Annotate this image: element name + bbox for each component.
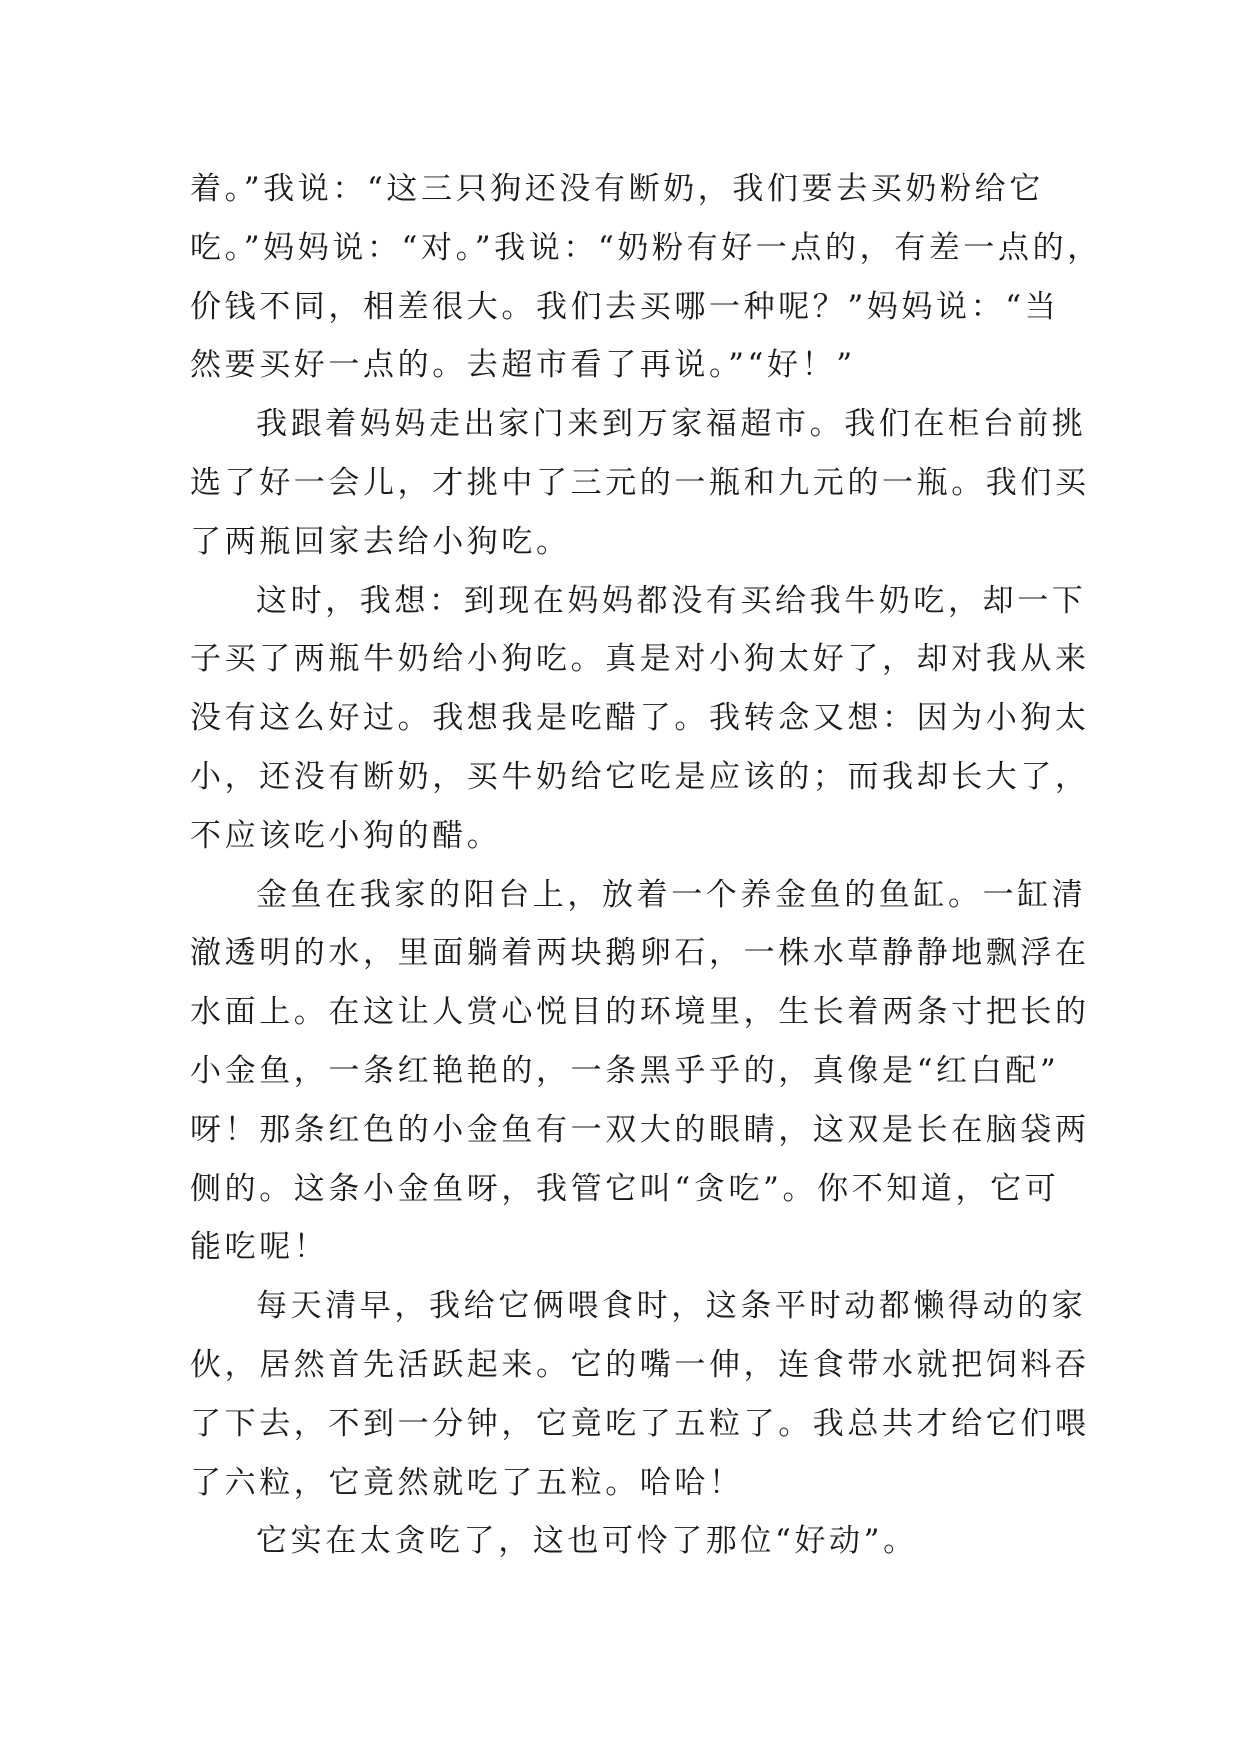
text-line: 澈透明的水，里面躺着两块鹅卵石，一株水草静静地飘浮在 (190, 935, 1090, 972)
text-line: 能吃呢！ (190, 1229, 329, 1266)
text-line: 小金鱼，一条红艳艳的，一条黑乎乎的，真像是“红白配” (190, 1052, 1060, 1089)
text-line: 没有这么好过。我想我是吃醋了。我转念又想：因为小狗太 (190, 700, 1090, 737)
text-line: 价钱不同，相差很大。我们去买哪一种呢？”妈妈说：“当 (190, 288, 1060, 325)
text-line: 然要买好一点的。去超市看了再说。”“好！” (190, 347, 856, 384)
text-line: 金鱼在我家的阳台上，放着一个养金鱼的鱼缸。一缸清 (256, 876, 1087, 913)
text-line: 着。”我说：“这三只狗还没有断奶，我们要去买奶粉给它 (190, 171, 1044, 207)
text-line: 它实在太贪吃了，这也可怜了那位“好动”。 (256, 1523, 918, 1560)
text-line: 子买了两瓶牛奶给小狗吃。真是对小狗太好了，却对我从来 (190, 641, 1090, 678)
text-line: 水面上。在这让人赏心悦目的环境里，生长着两条寸把长的 (190, 994, 1090, 1031)
text-line: 吃。”妈妈说：“对。”我说：“奶粉有好一点的，有差一点的， (190, 229, 1102, 266)
text-line: 不应该吃小狗的醋。 (190, 817, 502, 854)
document-body (190, 160, 1102, 1571)
text-line: 每天清早，我给它俩喂食时，这条平时动都懒得动的家 (256, 1288, 1087, 1325)
text-line: 选了好一会儿，才挑中了三元的一瓶和九元的一瓶。我们买 (190, 464, 1090, 501)
text-line: 了下去，不到一分钟，它竟吃了五粒了。我总共才给它们喂 (190, 1405, 1090, 1442)
text-line: 了六粒，它竟然就吃了五粒。哈哈！ (190, 1464, 744, 1501)
text-line: 伙，居然首先活跃起来。它的嘴一伸，连食带水就把饲料吞 (190, 1346, 1090, 1383)
text-line: 了两瓶回家去给小狗吃。 (190, 523, 571, 560)
text-line: 我跟着妈妈走出家门来到万家福超市。我们在柜台前挑 (256, 406, 1087, 443)
text-line: 侧的。这条小金鱼呀，我管它叫“贪吃”。你不知道，它可 (190, 1170, 1060, 1207)
text-line: 呀！那条红色的小金鱼有一双大的眼睛，这双是长在脑袋两 (190, 1111, 1090, 1148)
text-line: 这时，我想：到现在妈妈都没有买给我牛奶吃，却一下 (256, 582, 1087, 619)
text-line: 小，还没有断奶，买牛奶给它吃是应该的；而我却长大了， (190, 758, 1090, 795)
